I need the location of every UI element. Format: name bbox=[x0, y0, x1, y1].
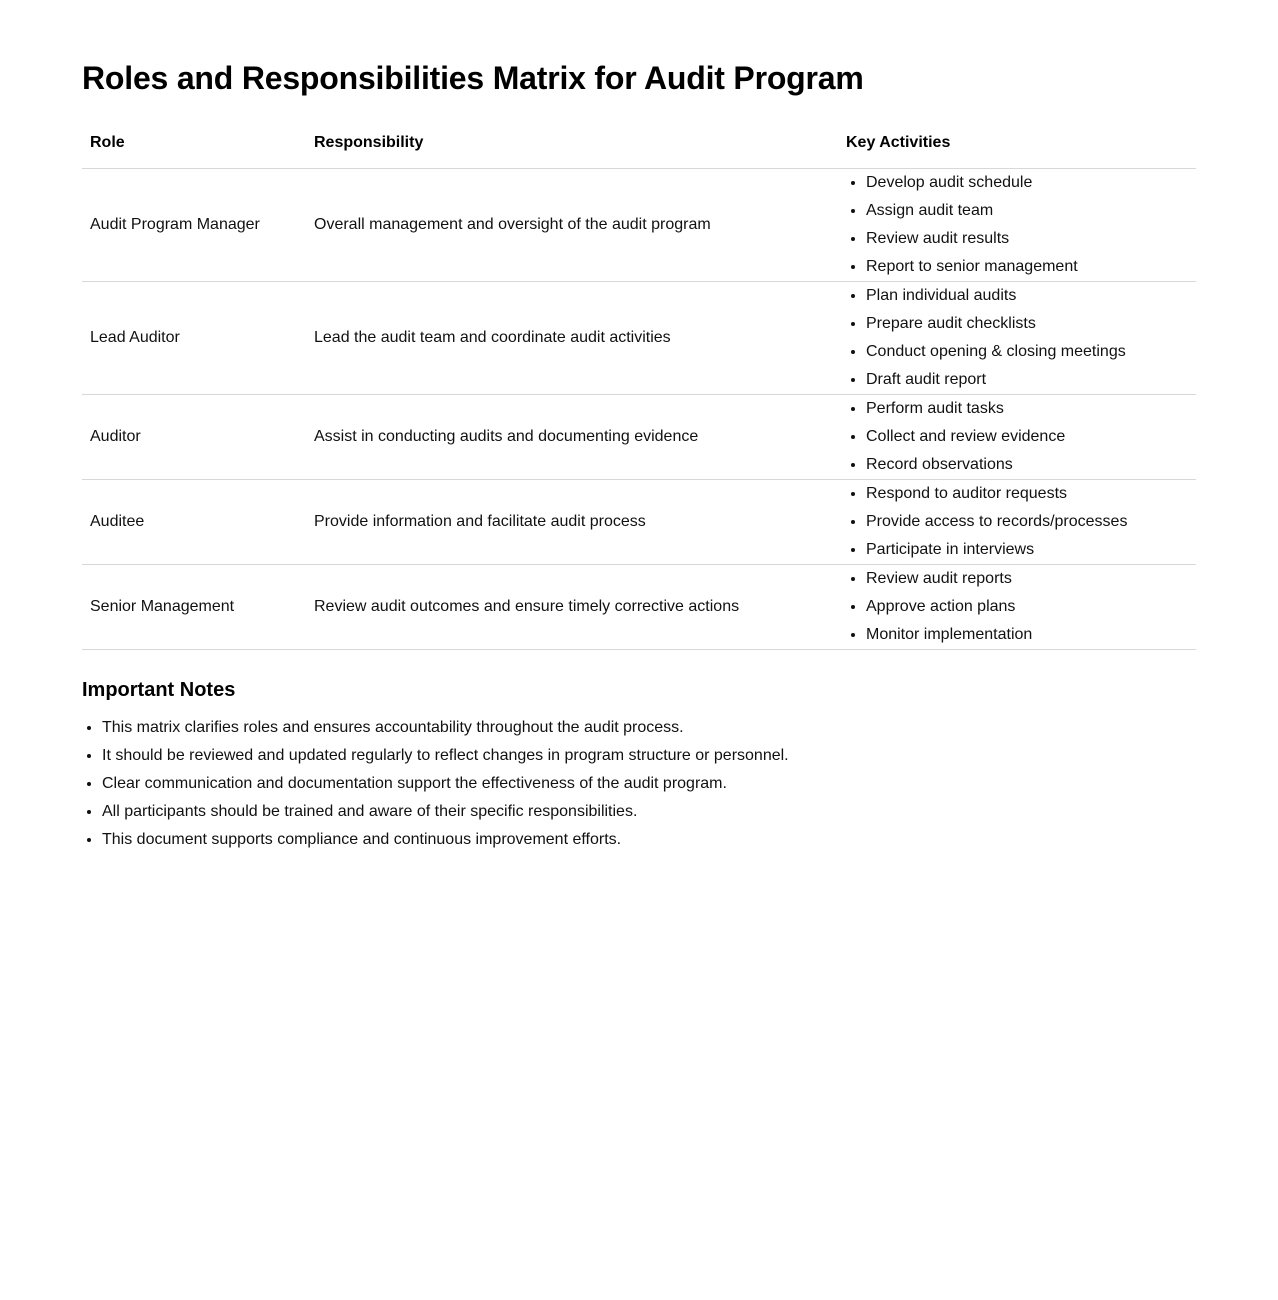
roles-matrix-table bbox=[82, 134, 1196, 650]
note-item: • This matrix clarifies roles and ensures accountability throughout the audit process. bbox=[102, 714, 1196, 742]
responsibility-cell: Lead the audit team and coordinate audit activities bbox=[306, 282, 838, 395]
activities-list bbox=[846, 480, 1188, 564]
note-item: • This document supports compliance and continuous improvement efforts. bbox=[102, 826, 1196, 854]
activities-cell bbox=[838, 565, 1196, 650]
activities-list bbox=[846, 169, 1188, 281]
activities-cell bbox=[838, 480, 1196, 565]
activities-list bbox=[846, 395, 1188, 479]
header-key-activities: Key Activities bbox=[838, 134, 1196, 169]
list-item: • Draft audit report bbox=[866, 366, 1188, 394]
responsibility-cell: Assist in conducting audits and documenting evidence bbox=[306, 395, 838, 480]
role-cell: Auditee bbox=[82, 480, 306, 565]
list-item: • Perform audit tasks bbox=[866, 395, 1188, 423]
note-item: • It should be reviewed and updated regularly to reflect changes in program structure or personnel. bbox=[102, 742, 1196, 770]
list-item: • Plan individual audits bbox=[866, 282, 1188, 310]
activities-cell bbox=[838, 282, 1196, 395]
notes-list bbox=[82, 714, 1196, 854]
list-item: • Provide access to records/processes bbox=[866, 508, 1188, 536]
list-item: • Assign audit team bbox=[866, 197, 1188, 225]
list-item: • Record observations bbox=[866, 451, 1188, 479]
list-item: • Report to senior management bbox=[866, 253, 1188, 281]
table-row bbox=[82, 282, 1196, 395]
list-item: • Monitor implementation bbox=[866, 621, 1188, 649]
activities-list bbox=[846, 565, 1188, 649]
activities-list bbox=[846, 282, 1188, 394]
notes-heading: Important Notes bbox=[82, 679, 236, 701]
table-body bbox=[82, 169, 1196, 650]
note-item: • All participants should be trained and aware of their specific responsibilities. bbox=[102, 798, 1196, 826]
list-item: • Review audit results bbox=[866, 225, 1188, 253]
list-item: • Approve action plans bbox=[866, 593, 1188, 621]
list-item: • Participate in interviews bbox=[866, 536, 1188, 564]
responsibility-cell: Review audit outcomes and ensure timely corrective actions bbox=[306, 565, 838, 650]
list-item: • Collect and review evidence bbox=[866, 423, 1188, 451]
role-cell: Lead Auditor bbox=[82, 282, 306, 395]
responsibility-cell: Provide information and facilitate audit process bbox=[306, 480, 838, 565]
list-item: • Conduct opening & closing meetings bbox=[866, 338, 1188, 366]
role-cell: Auditor bbox=[82, 395, 306, 480]
header-responsibility: Responsibility bbox=[306, 134, 838, 169]
responsibility-cell: Overall management and oversight of the audit program bbox=[306, 169, 838, 282]
list-item: • Prepare audit checklists bbox=[866, 310, 1188, 338]
list-item: • Develop audit schedule bbox=[866, 169, 1188, 197]
role-cell: Audit Program Manager bbox=[82, 169, 306, 282]
table-row bbox=[82, 565, 1196, 650]
list-item: • Respond to auditor requests bbox=[866, 480, 1188, 508]
activities-cell bbox=[838, 169, 1196, 282]
header-role: Role bbox=[82, 134, 306, 169]
note-item: • Clear communication and documentation support the effectiveness of the audit program. bbox=[102, 770, 1196, 798]
role-cell: Senior Management bbox=[82, 565, 306, 650]
table-row bbox=[82, 169, 1196, 282]
table-row bbox=[82, 395, 1196, 480]
activities-cell bbox=[838, 395, 1196, 480]
table-header-row bbox=[82, 134, 1196, 169]
list-item: • Review audit reports bbox=[866, 565, 1188, 593]
table-row bbox=[82, 480, 1196, 565]
page-title: Roles and Responsibilities Matrix for Audit Program bbox=[82, 60, 864, 96]
